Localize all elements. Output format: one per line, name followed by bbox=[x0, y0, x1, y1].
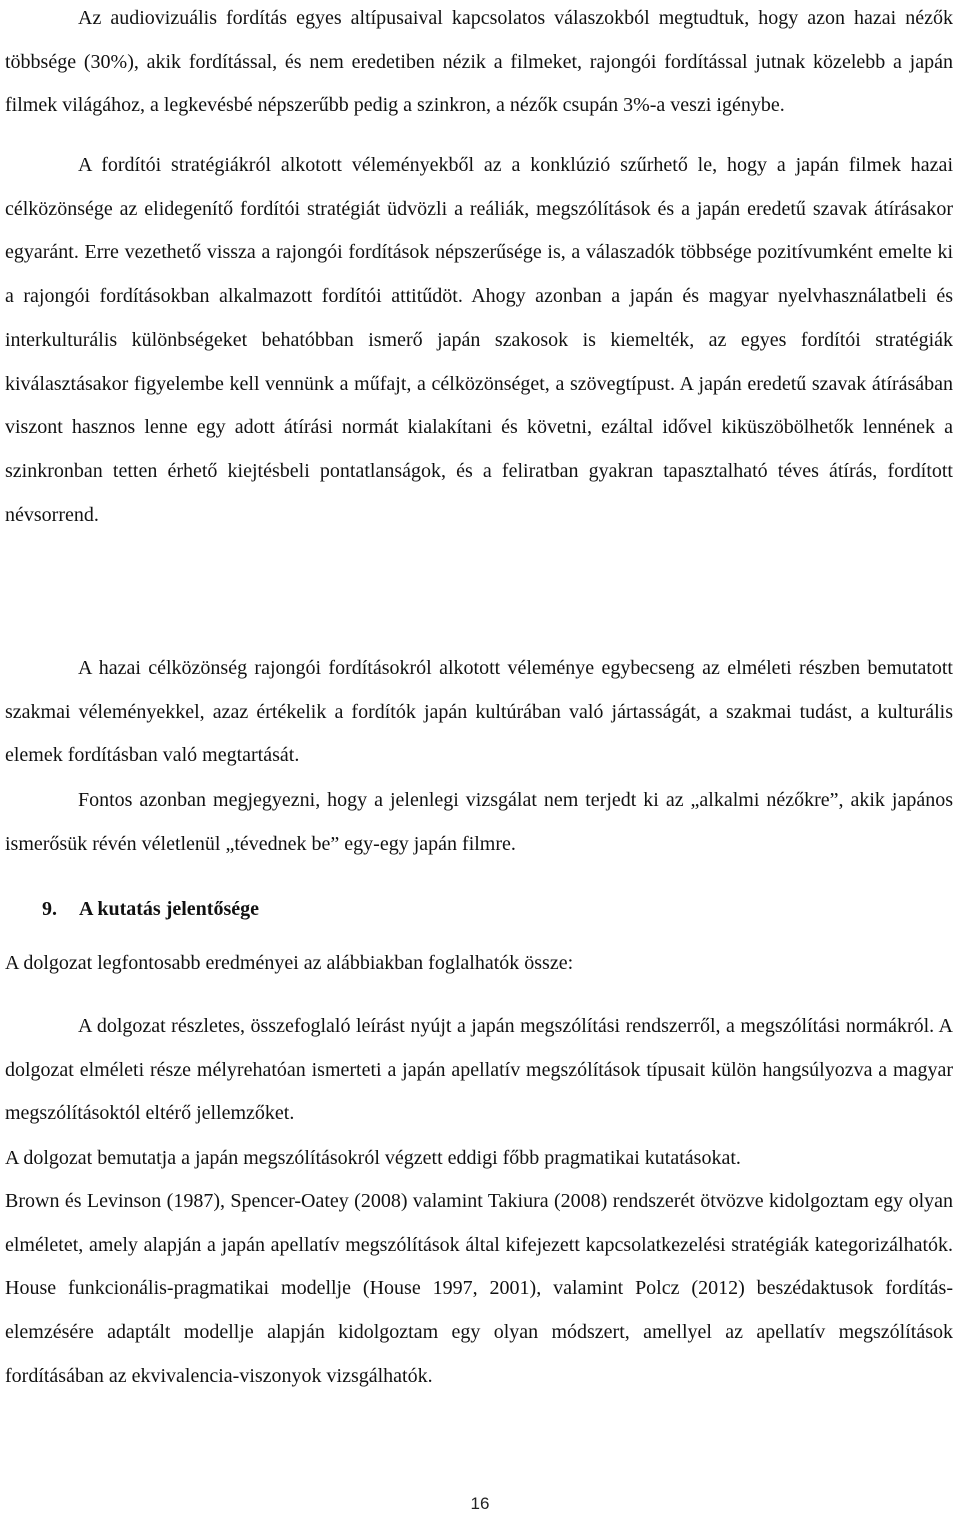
paragraph-fan-translation-opinion: A hazai célközönség rajongói fordításokról alkotott véleménye egybecseng az elméleti részben bemutatott szakmai véleményekkel, azaz értékelik a fordítók japán kultúrában való jártasságát, a szakmai tudást, a kulturális elemek fordításban való megtartását. bbox=[5, 657, 953, 767]
section-title: A kutatás jelentősége bbox=[79, 898, 259, 920]
paragraph-audiovisual-survey: Az audiovizuális fordítás egyes altípusaival kapcsolatos válaszokból megtudtuk, hogy azon hazai nézők többsége (30%), akik fordítással, és nem eredetiben nézik a filmeket, rajongói fordítással jutnak közelebb a japán filmek világához, a legkevésbé népszerűbb pedig a szinkron, a nézők csupán 3%-a veszi igénybe. bbox=[5, 7, 953, 117]
page-number: 16 bbox=[470, 1494, 490, 1513]
paragraph-limitations: Fontos azonban megjegyezni, hogy a jelenlegi vizsgálat nem terjedt ki az „alkalmi nézőkre”, akik japános ismerősük révén véletlenül „tévednek be” egy-egy japán filmre. bbox=[5, 789, 953, 855]
section-number: 9. bbox=[42, 898, 57, 920]
section-heading bbox=[42, 888, 259, 932]
paragraph-results-overview: A dolgozat részletes, összefoglaló leírást nyújt a japán megszólítási rendszerről, a megszólítási normákról. A dolgozat elméleti része mélyrehatóan ismerteti a japán apellatív megszólítások típusait külön hangsúlyozva a magyar megszólításoktól eltérő jellemzőket. bbox=[5, 1015, 953, 1125]
paragraph-translation-strategies: A fordítói stratégiákról alkotott véleményekből az a konklúzió szűrhető le, hogy a japán filmek hazai célközönsége az elidegenítő fordítói stratégiát üdvözli a reáliák, megszólítások és a japán eredetű szavak átírásakor egyaránt. Erre vezethető vissza a rajongói fordítások népszerűsége is, a válaszadók többsége pozitívumként emelte ki a rajongói fordításokban alkalmazott fordítói attitűdöt. Ahogy azonban a japán és magyar nyelvhasználatbeli és interkulturális különbségeket behatóbban ismerő japán szakosok is kiemelték, az egyes fordítói stratégiák kiválasztásakor figyelembe kell vennünk a műfajt, a célközönséget, a szövegtípust. A japán eredetű szavak átírásában viszont hasznos lenne egy adott átírási normát kialakítani és követni, ezáltal idővel kiküszöbölhetők lennének a szinkronban tetten érhető kiejtésbeli pontatlanságok, és a feliratban gyakran tapasztalható téves átírás, fordított névsorrend. bbox=[5, 154, 953, 526]
paragraph-pragmatic-research: A dolgozat bemutatja a japán megszólításokról végzett eddigi főbb pragmatikai kutatásokat. bbox=[5, 1147, 741, 1169]
paragraph-methodology: Brown és Levinson (1987), Spencer-Oatey (2008) valamint Takiura (2008) rendszerét ötvözve kidolgoztam egy olyan elméletet, amely alapján a japán apellatív megszólítások által kifejezett kapcsolatkezelési stratégiák kategorizálhatók. House funkcionális-pragmatikai modellje (House 1997, 2001), valamint Polcz (2012) beszédaktusok fordítás-elemzésére adaptált modellje alapján kidolgoztam egy olyan módszert, amellyel az apellatív megszólítások fordításában az ekvivalencia-viszonyok vizsgálhatók. bbox=[5, 1190, 953, 1387]
paragraph-results-intro: A dolgozat legfontosabb eredményei az alábbiakban foglalhatók össze: bbox=[5, 952, 574, 974]
